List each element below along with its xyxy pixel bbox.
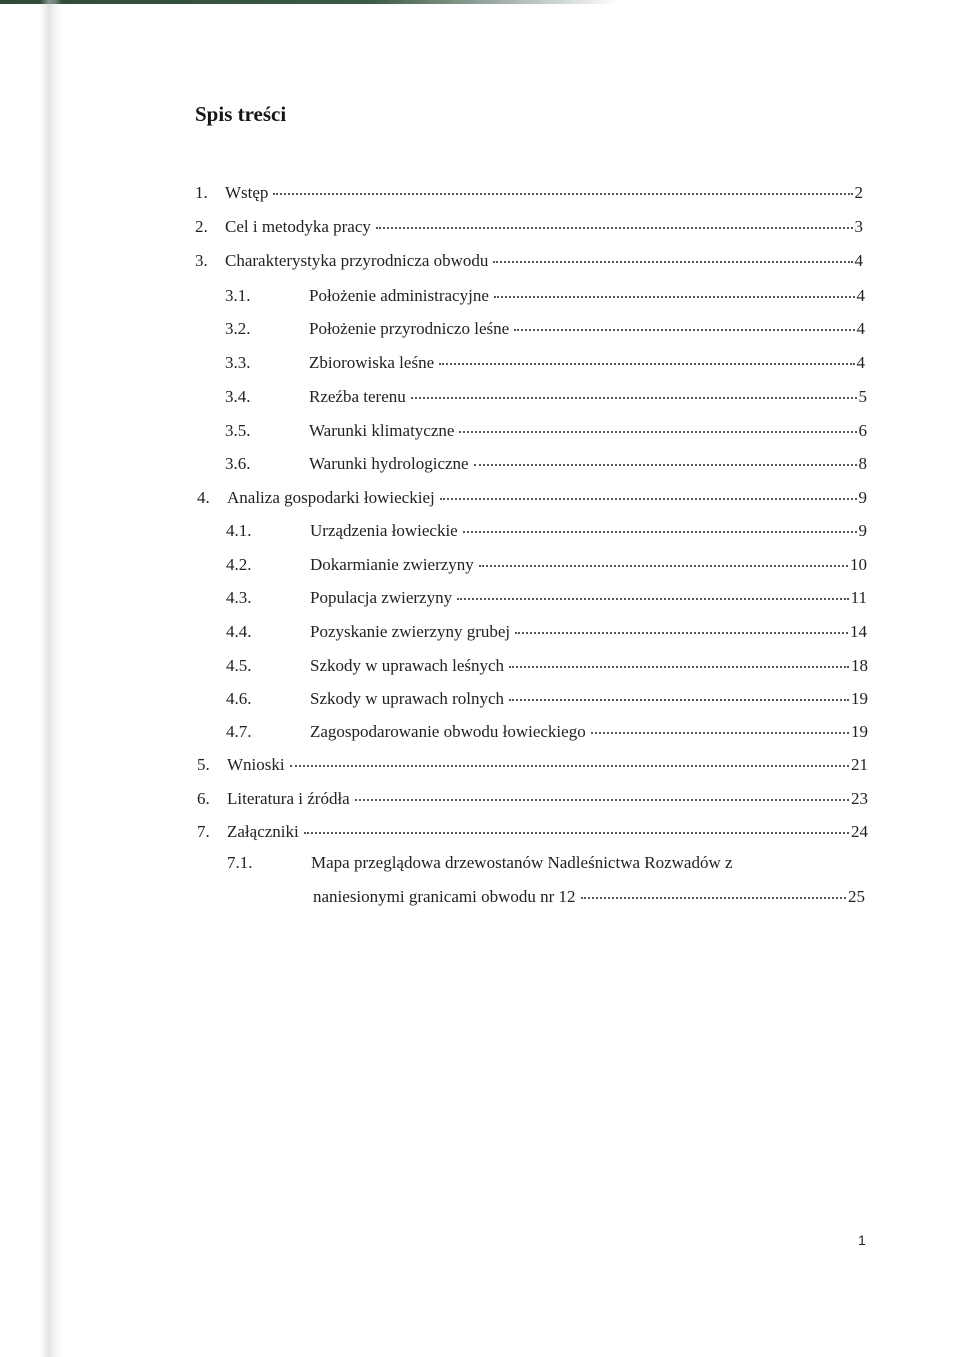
toc-entry-title: Populacja zwierzyny (310, 588, 453, 607)
dot-leader (479, 564, 848, 567)
dot-leader (355, 798, 849, 801)
toc-entry-title: Dokarmianie zwierzyny (310, 555, 474, 574)
toc-entry-number: 4.4. (226, 622, 252, 641)
toc-entry-page: 8 (858, 454, 867, 473)
toc-entry-4 (197, 487, 867, 509)
toc-entry-number: 4.6. (226, 689, 252, 708)
toc-entry-number: 3.5. (225, 421, 251, 440)
toc-entry-title: Wstęp (225, 183, 269, 202)
toc-entry-number: 3. (195, 251, 208, 270)
toc-entry-7-1-first-line (227, 852, 733, 874)
toc-entry-page: 24 (851, 822, 868, 841)
toc-entry-page: 5 (858, 387, 867, 406)
toc-entry-2 (195, 216, 863, 238)
dot-leader (509, 665, 849, 668)
dot-leader (440, 497, 857, 500)
dot-leader (494, 295, 855, 298)
page-number: 1 (858, 1232, 866, 1248)
toc-entry-number: 3.1. (225, 286, 251, 305)
toc-entry-page: 14 (850, 622, 867, 641)
toc-title: Spis treści (195, 102, 287, 126)
toc-entry-4-3 (226, 587, 867, 609)
toc-entry-page: 10 (850, 555, 867, 574)
dot-leader (474, 463, 857, 466)
dot-leader (515, 631, 848, 634)
dot-leader (463, 530, 857, 533)
toc-entry-5 (197, 754, 868, 776)
toc-entry-4-1 (226, 520, 867, 542)
toc-entry-number: 1. (195, 183, 208, 202)
toc-entry-page: 19 (851, 722, 868, 741)
toc-entry-number: 4.3. (226, 588, 252, 607)
toc-entry-number: 3.4. (225, 387, 251, 406)
dot-leader (411, 396, 857, 399)
toc-entry-page: 4 (856, 353, 865, 372)
toc-entry-3-1 (225, 285, 865, 307)
toc-entry-page: 3 (854, 217, 863, 236)
toc-entry-page: 9 (858, 521, 867, 540)
dot-leader (581, 896, 846, 899)
toc-entry-number: 3.6. (225, 454, 251, 473)
toc-entry-page: 18 (851, 656, 868, 675)
toc-entry-page: 11 (850, 588, 867, 607)
toc-entry-number: 7. (197, 822, 210, 841)
toc-entry-3-4 (225, 386, 867, 408)
toc-entry-7 (197, 821, 868, 843)
toc-entry-number: 4. (197, 488, 210, 507)
dot-leader (457, 597, 849, 600)
toc-entry-page: 23 (851, 789, 868, 808)
toc-entry-page: 19 (851, 689, 868, 708)
dot-leader (509, 698, 849, 701)
toc-entry-6 (197, 788, 868, 810)
dot-leader (273, 192, 852, 195)
toc-entry-page: 9 (858, 488, 867, 507)
toc-entry-4-7 (226, 721, 868, 743)
toc-entry-title-continuation: naniesionymi granicami obwodu nr 12 (313, 887, 576, 906)
toc-entry-title: Szkody w uprawach leśnych (310, 656, 505, 675)
toc-entry-7-1-continuation (313, 886, 865, 908)
toc-entry-4-5 (226, 655, 868, 677)
toc-entry-title: Zbiorowiska leśne (309, 353, 435, 372)
toc-entry-title: Mapa przeglądowa drzewostanów Nadleśnictwa Rozwadów z (311, 853, 733, 872)
toc-entry-number: 7.1. (227, 853, 253, 872)
toc-entry-page: 4 (856, 286, 865, 305)
toc-entry-number: 4.1. (226, 521, 252, 540)
toc-entry-title: Pozyskanie zwierzyny grubej (310, 622, 511, 641)
dot-leader (376, 226, 853, 229)
toc-entry-title: Charakterystyka przyrodnicza obwodu (225, 251, 489, 270)
toc-entry-1 (195, 182, 863, 204)
toc-entry-title: Wnioski (227, 755, 285, 774)
toc-entry-page: 2 (854, 183, 863, 202)
toc-entry-4-6 (226, 688, 868, 710)
toc-entry-title: Cel i metodyka pracy (225, 217, 371, 236)
toc-entry-title: Urządzenia łowieckie (310, 521, 458, 540)
toc-entry-number: 4.5. (226, 656, 252, 675)
toc-entry-page: 4 (856, 319, 865, 338)
dot-leader (290, 764, 849, 767)
dot-leader (459, 430, 856, 433)
toc-entry-title: Literatura i źródła (227, 789, 350, 808)
dot-leader (439, 362, 854, 365)
toc-entry-number: 4.2. (226, 555, 252, 574)
toc-entry-number: 5. (197, 755, 210, 774)
toc-entry-3-6 (225, 453, 867, 475)
toc-entry-4-4 (226, 621, 867, 643)
toc-entry-3-5 (225, 420, 867, 442)
toc-entry-title: Zagospodarowanie obwodu łowieckiego (310, 722, 586, 741)
dot-leader (493, 260, 852, 263)
toc-entry-3-2 (225, 318, 865, 340)
toc-entry-page: 21 (851, 755, 868, 774)
toc-entry-3-3 (225, 352, 865, 374)
toc-entry-4-2 (226, 554, 867, 576)
toc-entry-3 (195, 250, 863, 272)
toc-entry-title: Analiza gospodarki łowieckiej (227, 488, 435, 507)
toc-entry-title: Położenie przyrodniczo leśne (309, 319, 510, 338)
toc-entry-title: Warunki klimatyczne (309, 421, 455, 440)
toc-entry-title: Warunki hydrologiczne (309, 454, 469, 473)
toc-entry-number: 3.2. (225, 319, 251, 338)
dot-leader (591, 731, 849, 734)
toc-entry-page: 4 (854, 251, 863, 270)
toc-entry-page: 25 (848, 887, 865, 906)
toc-entry-title: Rzeźba terenu (309, 387, 406, 406)
toc-entry-title: Załączniki (227, 822, 299, 841)
toc-entry-title: Szkody w uprawach rolnych (310, 689, 505, 708)
dot-leader (304, 831, 849, 834)
toc-entry-title: Położenie administracyjne (309, 286, 489, 305)
dot-leader (514, 328, 854, 331)
toc-entry-number: 4.7. (226, 722, 252, 741)
toc-entry-page: 6 (858, 421, 867, 440)
toc-entry-number: 3.3. (225, 353, 251, 372)
toc-entry-number: 6. (197, 789, 210, 808)
toc-entry-number: 2. (195, 217, 208, 236)
